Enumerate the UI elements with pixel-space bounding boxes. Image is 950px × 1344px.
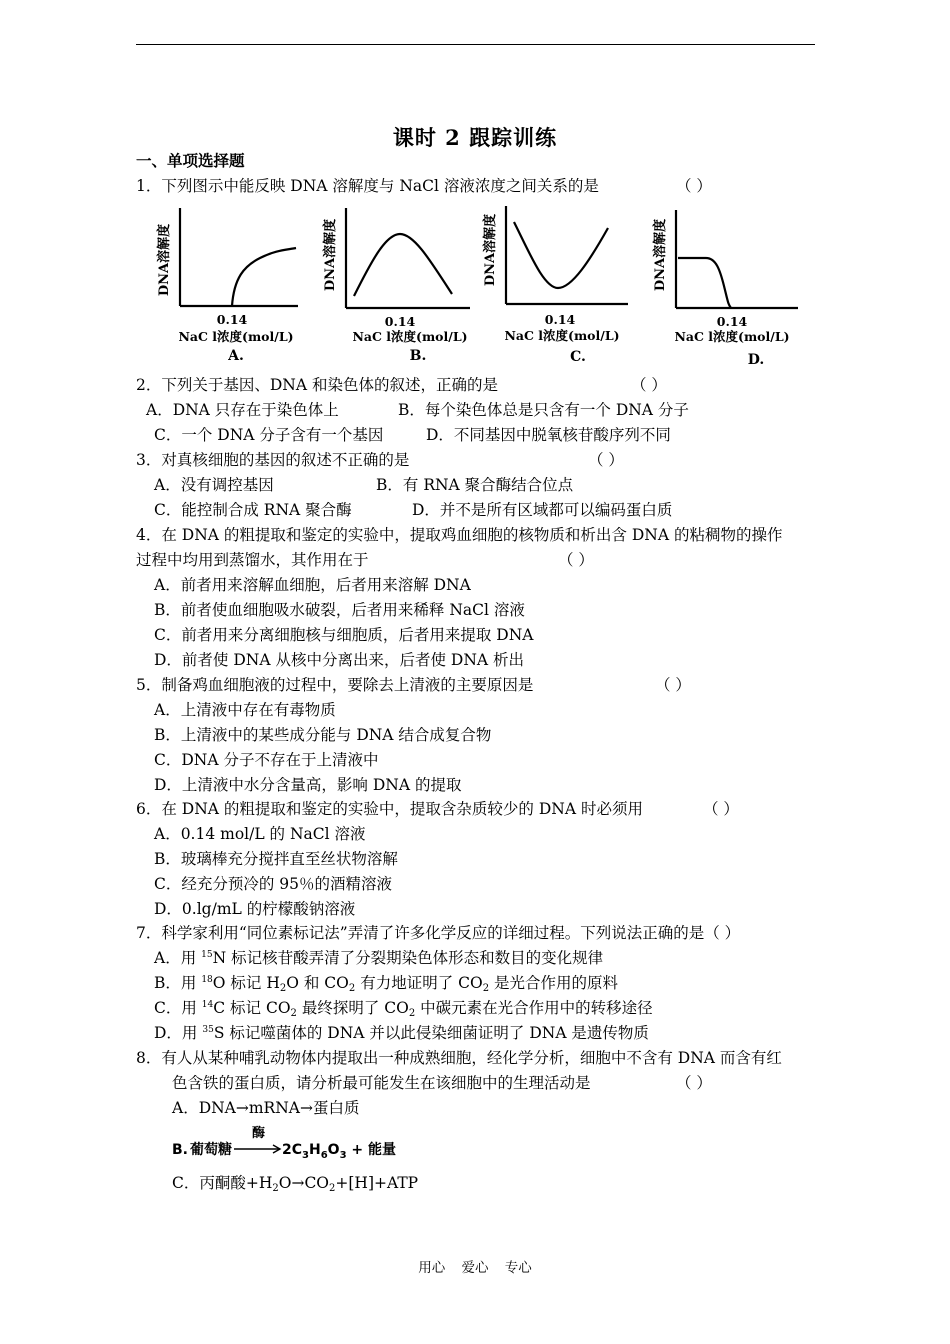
- q2-answer-bracket: （ ）: [631, 376, 667, 394]
- q4-option-d: D．前者使 DNA 从核中分离出来，后者使 DNA 析出: [154, 651, 525, 669]
- q2-stem: 2．下列关于基因、DNA 和染色体的叙述，正确的是: [136, 376, 498, 394]
- q7-option-c: C．用 $^{14}$C 标记 $CO_2$ 最终探明了 $CO_2$ 中碳元素在光合作用中的转移途径: [154, 999, 653, 1019]
- q4-option-b: B．前者使血细胞吸水破裂，后者用来稀释 NaCl 溶液: [154, 601, 525, 619]
- q6-answer-bracket: （ ）: [703, 800, 739, 818]
- tick-label: 0.14: [216, 312, 248, 327]
- q6-stem: 6．在 DNA 的粗提取和鉴定的实验中，提取含杂质较少的 DNA 时必须用: [136, 800, 643, 818]
- page-footer: 用心 爱心 专心: [418, 1260, 532, 1276]
- y-axis-label: DNA溶解度: [483, 213, 498, 287]
- product-formula: $2C_3H_6O_3$ + 能量: [282, 1142, 397, 1161]
- curve-rising: [232, 248, 296, 306]
- q4-answer-bracket: （ ）: [558, 551, 594, 569]
- tick-label: 0.14: [384, 314, 416, 329]
- q7-option-b: B．用 $^{18}$O 标记 $H_2O$ 和 $CO_2$ 有力地证明了 $CO_2$ 是光合作用的原料: [154, 974, 618, 994]
- option-letter: A.: [228, 348, 244, 364]
- q7-stem: 7．科学家利用“同位素标记法”弄清了许多化学反应的详细过程。下列说法正确的是（ ）: [136, 924, 741, 942]
- curve-peak: [354, 234, 452, 296]
- q8-option-b-equation: [172, 1122, 412, 1168]
- q8-stem-line2: 色含铁的蛋白质，请分析最可能发生在该细胞中的生理活动是: [172, 1074, 591, 1092]
- q4-stem-line2: 过程中均用到蒸馏水，其作用在于: [136, 551, 369, 569]
- q3-stem: 3．对真核细胞的基因的叙述不正确的是: [136, 451, 410, 469]
- enzyme-label: 酶: [252, 1126, 266, 1141]
- q5-stem: 5．制备鸡血细胞液的过程中，要除去上清液的主要原因是: [136, 676, 534, 694]
- curve-falling: [678, 258, 731, 308]
- q2-option-a: A．DNA 只存在于染色体上: [146, 401, 339, 419]
- q3-option-b: B．有 RNA 聚合酶结合位点: [376, 476, 574, 494]
- option-letter: C.: [570, 349, 586, 365]
- q3-option-a: A．没有调控基因: [154, 476, 274, 494]
- q4-option-a: A．前者用来溶解血细胞，后者用来溶解 DNA: [154, 576, 471, 594]
- q8-option-c: C．丙酮酸$+H_2O\to CO_2+[H]+ATP$: [172, 1174, 419, 1194]
- q6-option-d: D．0.lg/mL 的柠檬酸钠溶液: [154, 900, 356, 918]
- header-rule: [136, 44, 815, 45]
- q2-option-d: D．不同基因中脱氧核苷酸序列不同: [426, 426, 671, 444]
- page-title: 课时 2 跟踪训练: [392, 125, 558, 150]
- tick-label: 0.14: [716, 314, 748, 329]
- q1-graph-d: [648, 200, 818, 370]
- option-letter: D.: [747, 352, 765, 368]
- q8-answer-bracket: （ ）: [676, 1074, 712, 1092]
- curve-valley: [514, 222, 608, 288]
- option-label: B.: [172, 1142, 188, 1158]
- q1-stem: 1．下列图示中能反映 DNA 溶解度与 NaCl 溶液浓度之间关系的是: [136, 177, 599, 195]
- x-axis-label: NaC l浓度(mol/L): [504, 328, 620, 343]
- x-axis-label: NaC l浓度(mol/L): [178, 329, 294, 344]
- q5-answer-bracket: （ ）: [655, 676, 691, 694]
- reactant: 葡萄糖: [190, 1142, 232, 1158]
- q1-answer-bracket: （ ）: [676, 177, 712, 195]
- x-axis-label: NaC l浓度(mol/L): [674, 329, 790, 344]
- q8-stem-line1: 8．有人从某种哺乳动物体内提取出一种成熟细胞，经化学分析，细胞中不含有 DNA 而含有红: [136, 1049, 782, 1067]
- section-heading: 一、单项选择题: [136, 151, 245, 170]
- q1-graph-b: [320, 200, 490, 370]
- tick-label: 0.14: [544, 312, 576, 327]
- q4-option-c: C．前者用来分离细胞核与细胞质，后者用来提取 DNA: [154, 626, 534, 644]
- q7-option-a: A．用 $^{15}$N 标记核苷酸弄清了分裂期染色体形态和数目的变化规律: [154, 949, 604, 967]
- option-letter: B.: [409, 348, 427, 364]
- q2-option-b: B．每个染色体总是只含有一个 DNA 分子: [398, 401, 689, 419]
- q4-stem-line1: 4．在 DNA 的粗提取和鉴定的实验中，提取鸡血细胞的核物质和析出含 DNA 的粘稠物的操作: [136, 526, 783, 544]
- q5-option-d: D．上清液中水分含量高，影响 DNA 的提取: [154, 776, 462, 794]
- q3-option-d: D．并不是所有区域都可以编码蛋白质: [412, 501, 673, 519]
- x-axis-label: NaC l浓度(mol/L): [352, 329, 468, 344]
- y-axis-label: DNA溶解度: [157, 223, 172, 297]
- q3-answer-bracket: （ ）: [588, 451, 624, 469]
- q5-option-b: B．上清液中的某些成分能与 DNA 结合成复合物: [154, 726, 492, 744]
- q3-option-c: C．能控制合成 RNA 聚合酶: [154, 501, 352, 519]
- q2-option-c: C．一个 DNA 分子含有一个基因: [154, 426, 384, 444]
- q7-option-d: D．用 $^{35}$S 标记噬菌体的 DNA 并以此侵染细菌证明了 DNA 是遗传物质: [154, 1024, 649, 1042]
- reaction-arrow: [234, 1145, 280, 1153]
- q8-option-a: A．DNA→mRNA→蛋白质: [172, 1099, 360, 1117]
- q5-option-c: C．DNA 分子不存在于上清液中: [154, 751, 379, 769]
- y-axis-label: DNA溶解度: [653, 218, 668, 292]
- q1-graph-a: [148, 200, 318, 370]
- q1-graph-c: [478, 200, 648, 370]
- y-axis-label: DNA溶解度: [323, 218, 338, 292]
- q6-option-b: B．玻璃棒充分搅拌直至丝状物溶解: [154, 850, 398, 868]
- q6-option-c: C．经充分预冷的 95％的酒精溶液: [154, 875, 393, 893]
- q5-option-a: A．上清液中存在有毒物质: [154, 701, 336, 719]
- q6-option-a: A．0.14 mol/L 的 NaCl 溶液: [154, 825, 366, 843]
